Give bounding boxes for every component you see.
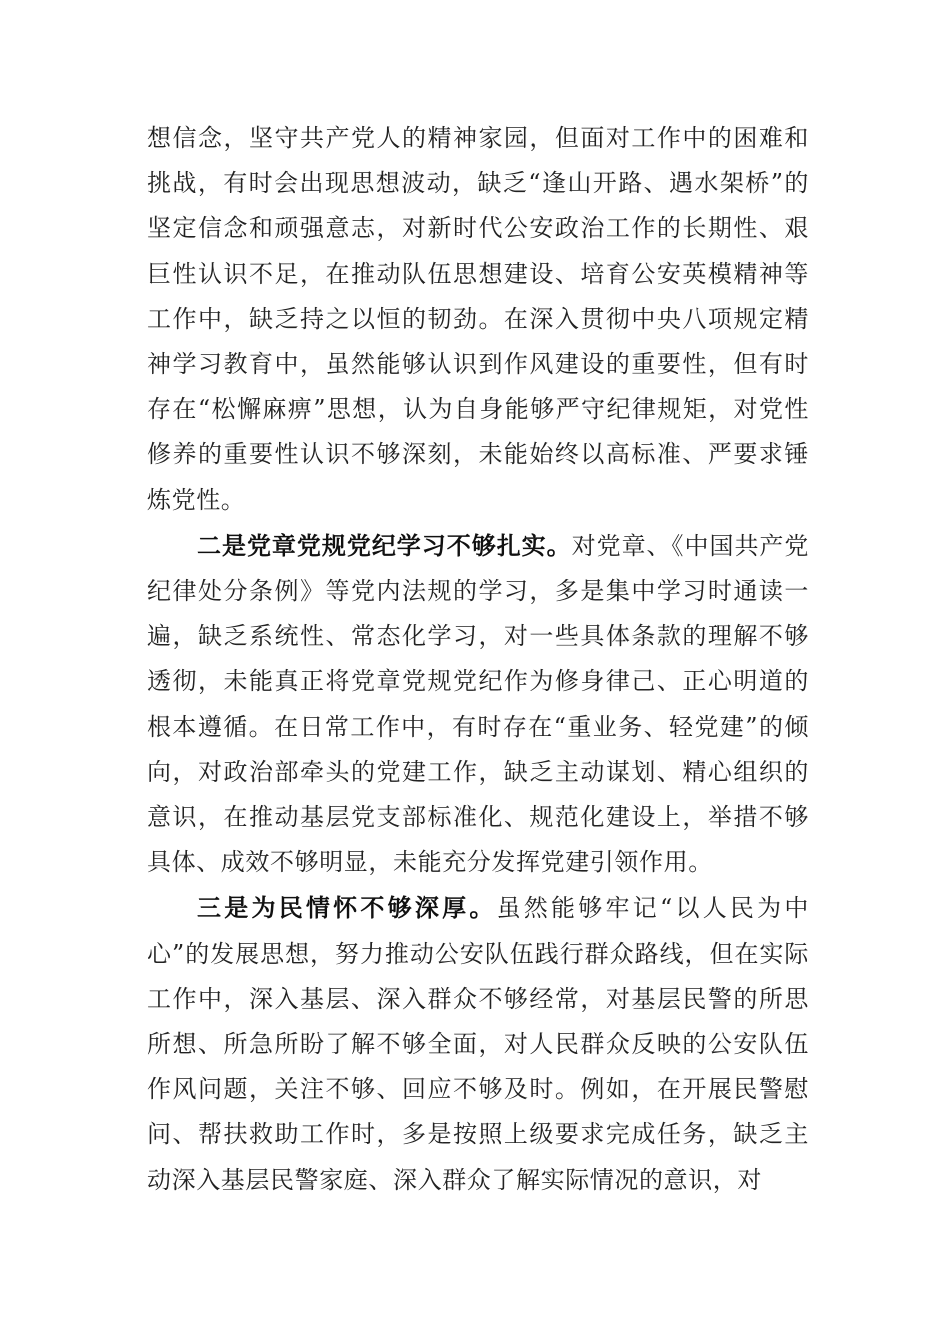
paragraph-heading: 三是为民情怀不够深厚。 [197, 893, 497, 923]
paragraph-text: 虽然能够牢记“以人民为中心”的发展思想，努力推动公安队伍践行群众路线，但在实际工作中，深入基层、深入群众不够经常，对基层民警的所思所想、所急所盼了解不够全面，对人民群众反映的公安队伍作风问题，关注不够、回应不够及时。例如，在开展民警慰问、帮扶救助工作时，多是按照上级要求完成任务，缺乏主动深入基层民警家庭、深入群众了解实际情况的意识，对 [147, 894, 809, 1194]
paragraph-point-three [147, 885, 809, 1202]
paragraph-text: 想信念，坚守共产党人的精神家园，但面对工作中的困难和挑战，有时会出现思想波动，缺乏“逢山开路、遇水架桥”的坚定信念和顽强意志，对新时代公安政治工作的长期性、艰巨性认识不足，在推动队伍思想建设、培育公安英模精神等工作中，缺乏持之以恒的韧劲。在深入贯彻中央八项规定精神学习教育中，虽然能够认识到作风建设的重要性，但有时存在“松懈麻痹”思想，认为自身能够严守纪律规矩，对党性修养的重要性认识不够深刻，未能始终以高标准、严要求锤炼党性。 [147, 124, 809, 514]
paragraph-point-two [147, 523, 809, 886]
document-body [147, 116, 809, 1203]
paragraph-continuation [147, 116, 809, 523]
paragraph-heading: 二是党章党规党纪学习不够扎实。 [197, 530, 572, 560]
paragraph-text: 对党章、《中国共产党纪律处分条例》等党内法规的学习，多是集中学习时通读一遍，缺乏系统性、常态化学习，对一些具体条款的理解不够透彻，未能真正将党章党规党纪作为修身律己、正心明道的根本遵循。在日常工作中，有时存在“重业务、轻党建”的倾向，对政治部牵头的党建工作，缺乏主动谋划、精心组织的意识，在推动基层党支部标准化、规范化建设上，举措不够具体、成效不够明显，未能充分发挥党建引领作用。 [147, 531, 809, 877]
